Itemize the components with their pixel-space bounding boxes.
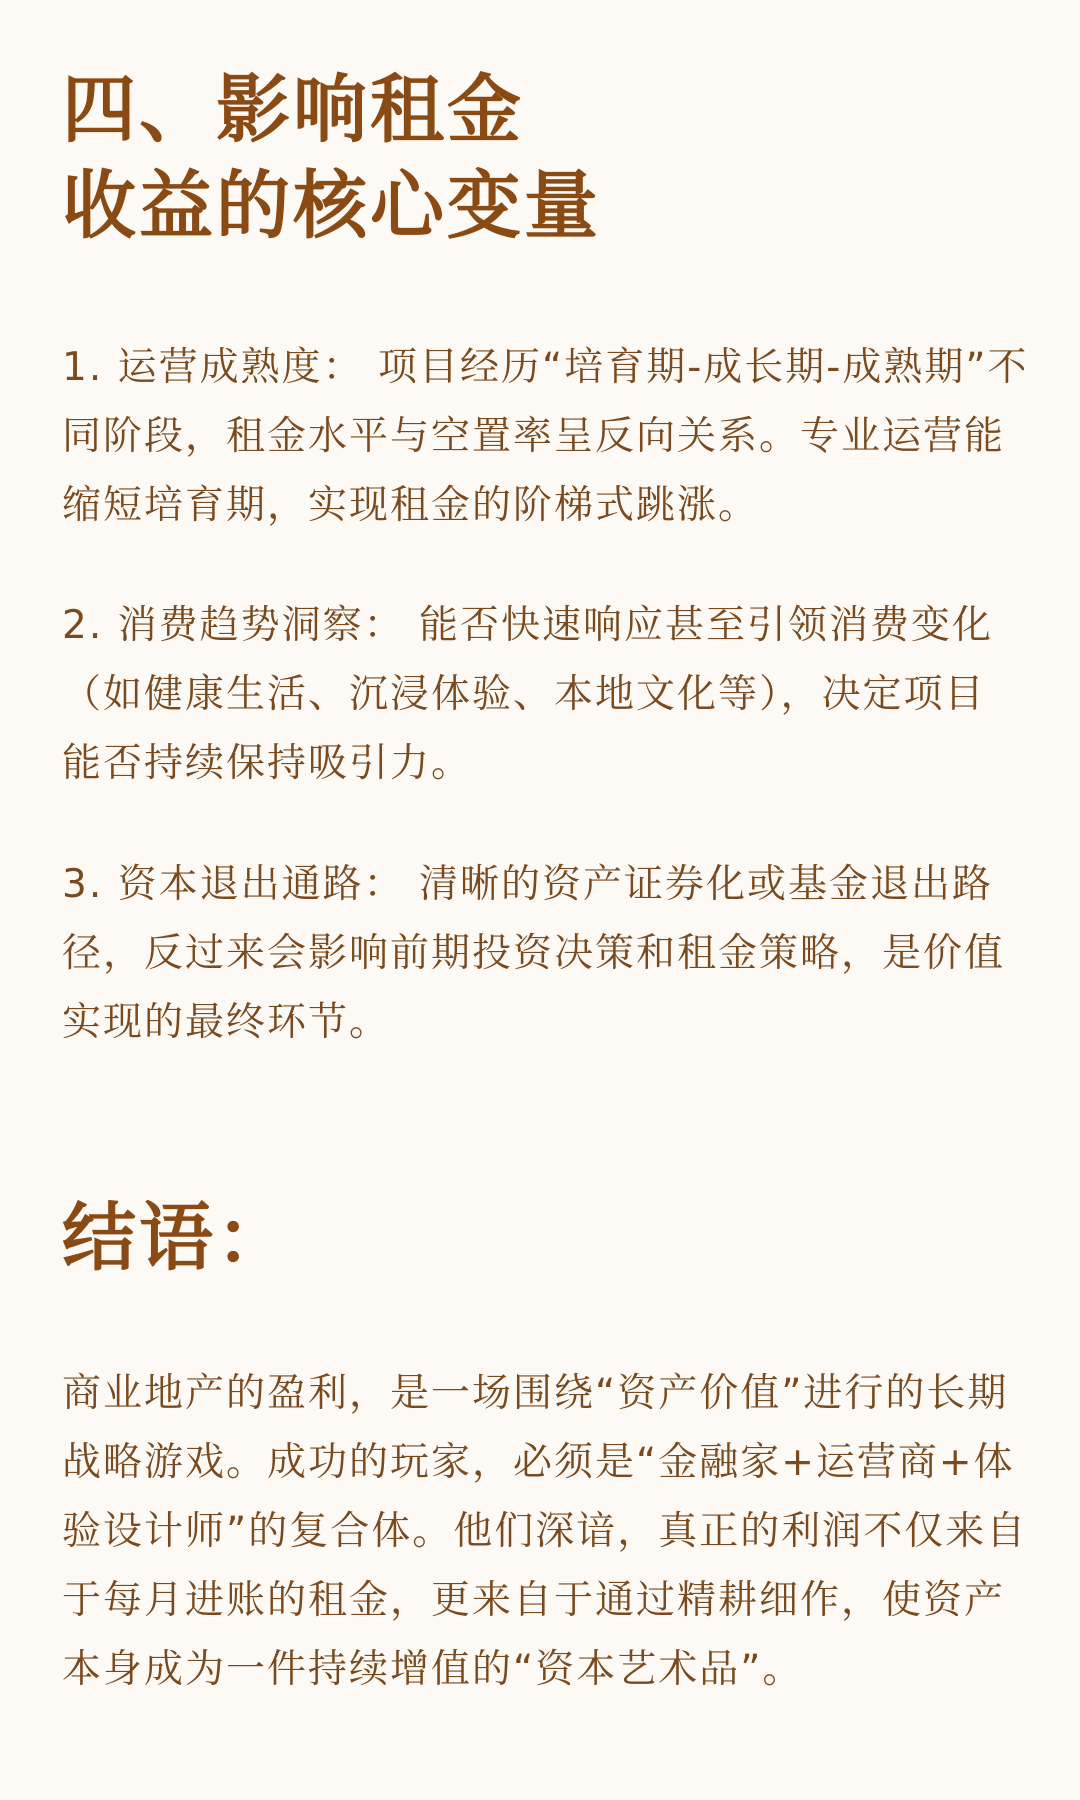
- point-capital-exit: [62, 850, 1022, 1057]
- paragraph-line: 同阶段，租金水平与空置率呈反向关系。专业运营能: [62, 414, 1006, 459]
- section-heading-line: 收益的核心变量: [62, 163, 601, 249]
- paragraph-line: （如健康生活、沉浸体验、本地文化等），决定项目: [62, 672, 986, 717]
- point-consumer-trend: [62, 591, 1022, 798]
- paragraph-line: 战略游戏。成功的玩家，必须是“金融家+运营商+体: [62, 1440, 1015, 1485]
- paragraph-line: 缩短培育期，实现租金的阶梯式跳涨。: [62, 483, 760, 528]
- paragraph-line: 能否持续保持吸引力。: [62, 741, 473, 786]
- paragraph-line: 径，反过来会影响前期投资决策和租金策略，是价值: [62, 931, 1006, 976]
- paragraph-line: 于每月进账的租金，更来自于通过精耕细作，使资产: [62, 1578, 1006, 1623]
- point-operation-maturity: [62, 333, 1029, 540]
- section-heading: [62, 62, 601, 254]
- paragraph-line: 商业地产的盈利，是一场围绕“资产价值”进行的长期: [62, 1371, 1009, 1416]
- conclusion-heading: 结语：: [62, 1195, 293, 1281]
- paragraph-line: 2. 消费趋势洞察： 能否快速响应甚至引领消费变化: [62, 603, 994, 648]
- section-heading-line: 四、影响租金: [62, 67, 524, 153]
- conclusion-paragraph: [62, 1359, 1028, 1704]
- paragraph-line: 本身成为一件持续增值的“资本艺术品”。: [62, 1647, 804, 1692]
- paragraph-line: 验设计师”的复合体。他们深谙，真正的利润不仅来自: [62, 1509, 1028, 1554]
- paragraph-line: 实现的最终环节。: [62, 1000, 391, 1045]
- paragraph-line: 3. 资本退出通路： 清晰的资产证券化或基金退出路: [62, 862, 994, 907]
- paragraph-line: 1. 运营成熟度： 项目经历“培育期-成长期-成熟期”不: [62, 345, 1029, 390]
